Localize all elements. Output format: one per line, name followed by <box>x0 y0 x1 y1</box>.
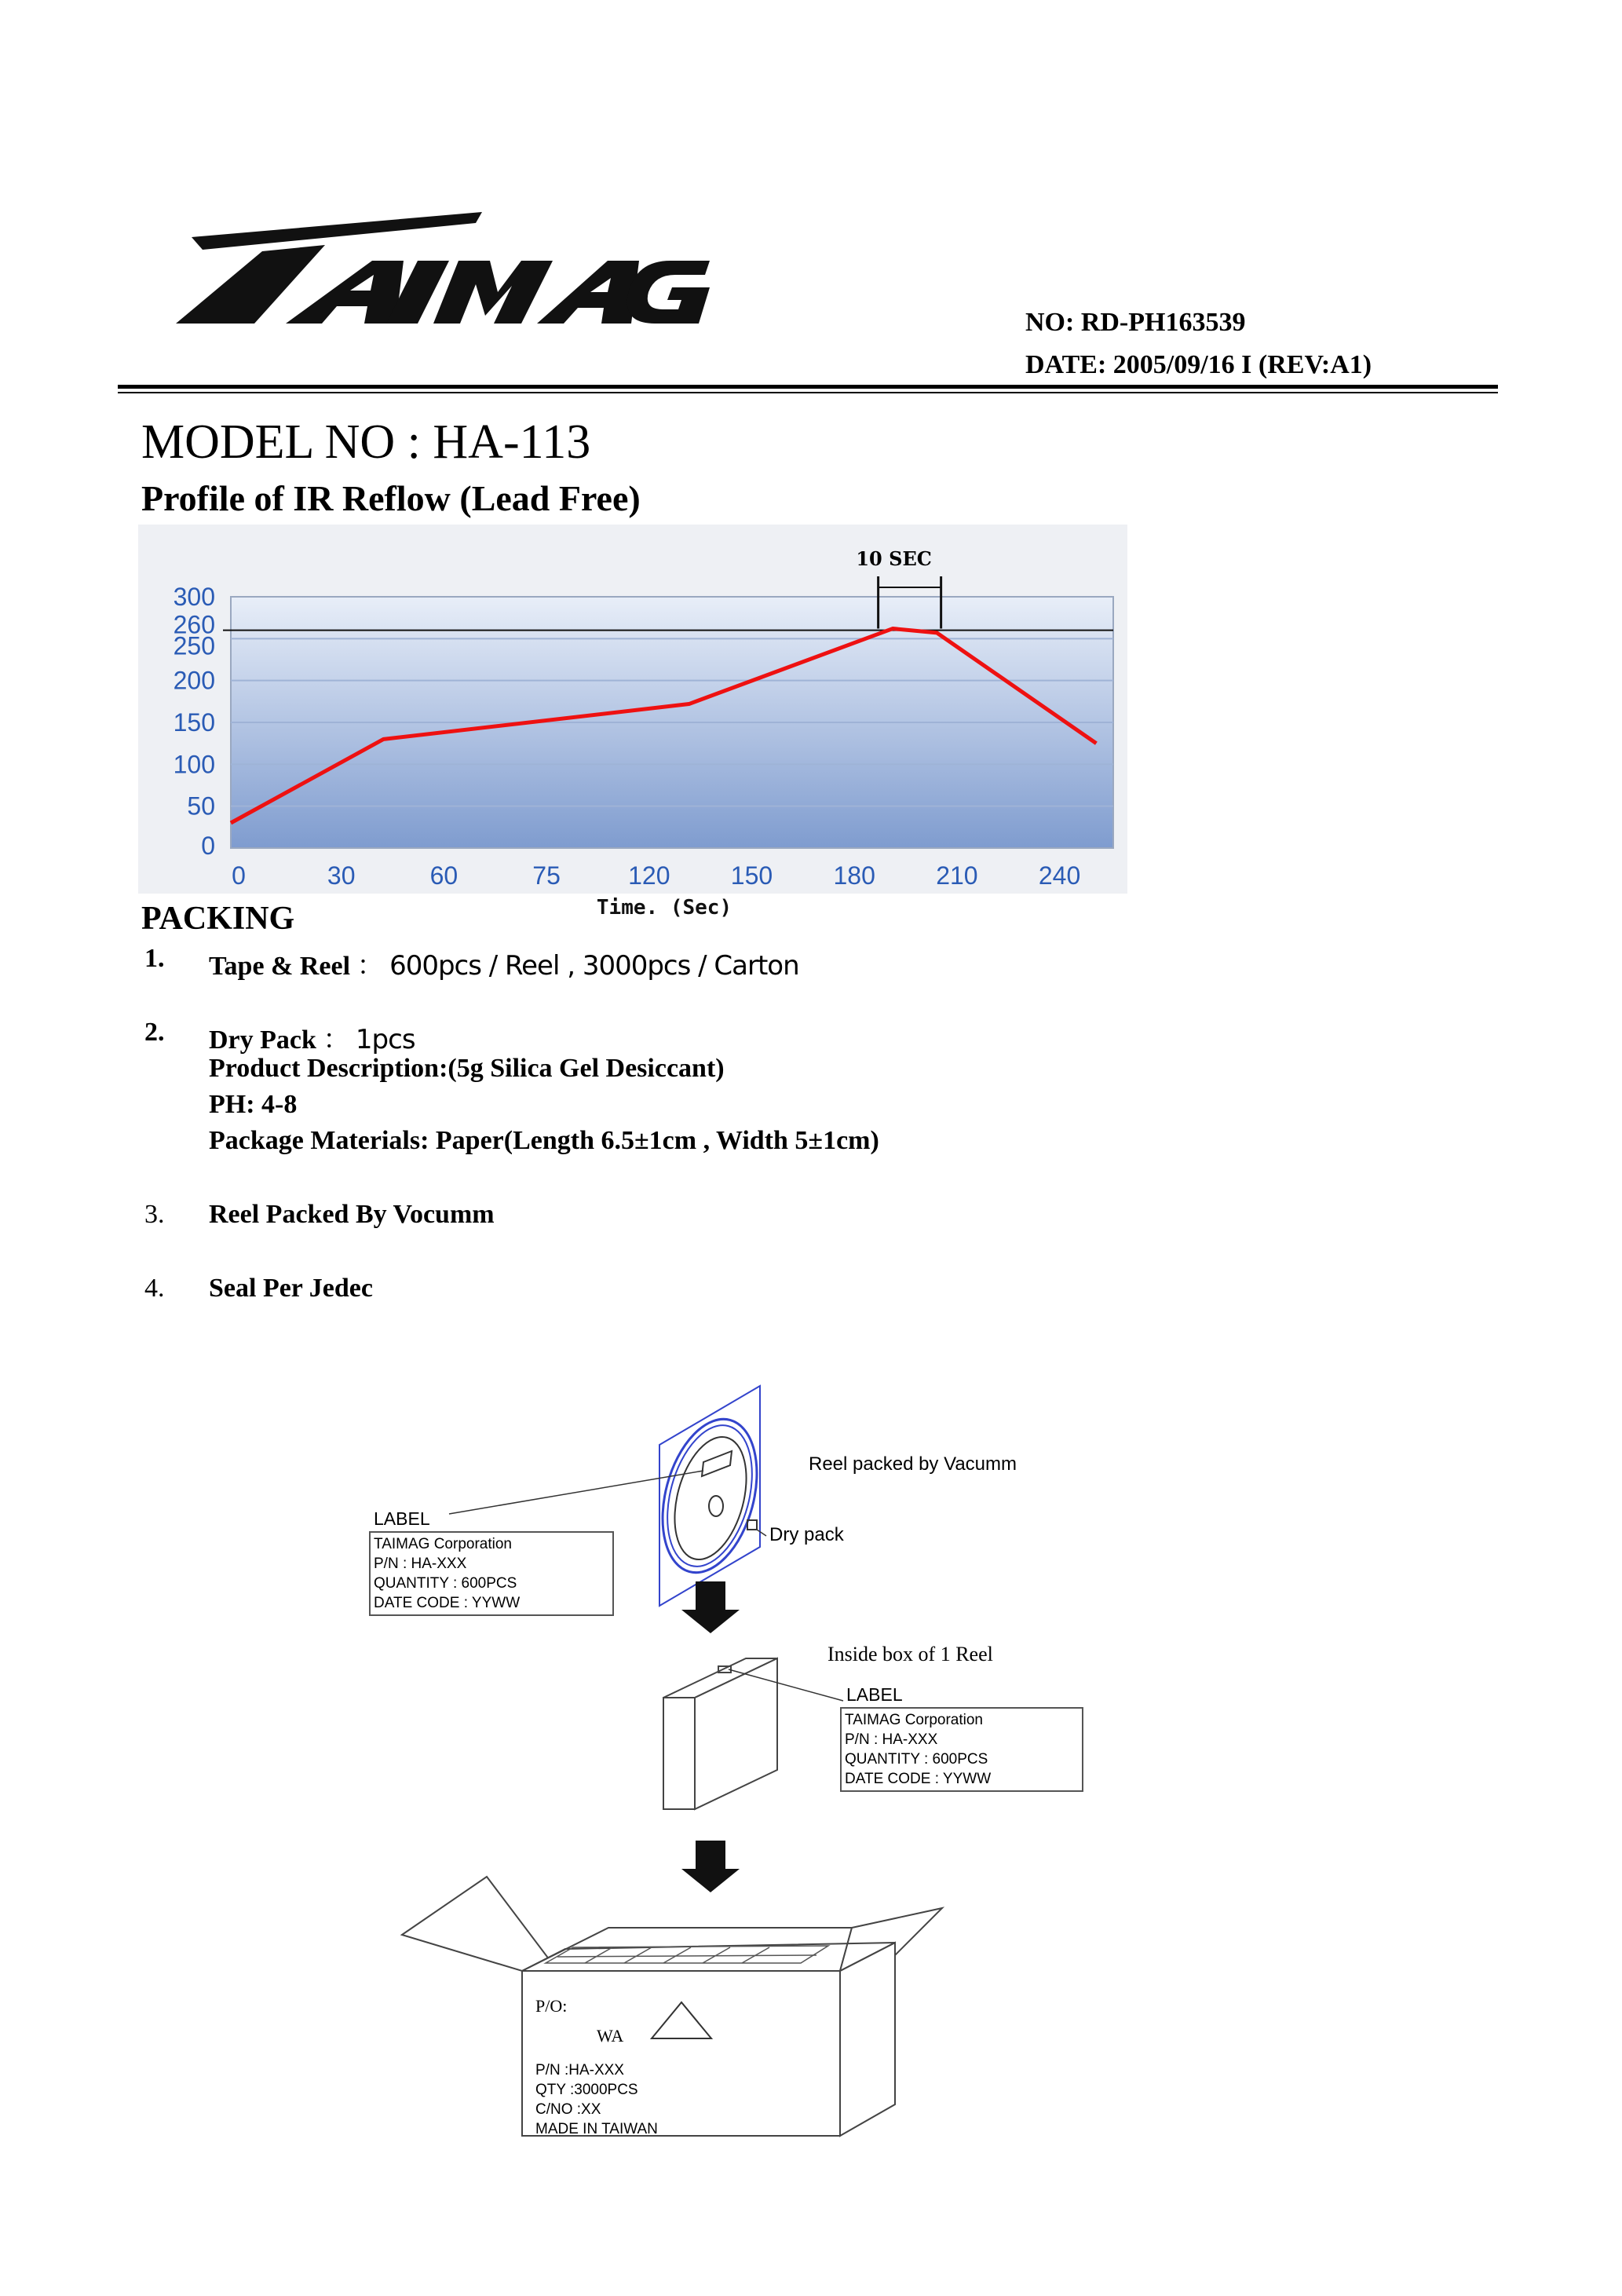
dry-pack-description: Product Description:(5g Silica Gel Desiccant) <box>209 1054 725 1083</box>
label-1-line: DATE CODE : YYWW <box>374 1595 521 1611</box>
document-number: NO: RD-PH163539 <box>1025 308 1246 337</box>
label-1-line: QUANTITY : 600PCS <box>374 1575 517 1592</box>
carton-line: MADE IN TAIWAN <box>535 2121 658 2137</box>
x-axis-title: Time. (Sec) <box>596 896 732 919</box>
inside-box-caption: Inside box of 1 Reel <box>827 1643 993 1665</box>
down-arrow-2 <box>681 1841 740 1892</box>
x-tick-label: 30 <box>327 861 356 890</box>
down-arrow-1 <box>681 1581 740 1633</box>
dry-pack-separator: ： <box>323 1024 349 1055</box>
dry-pack-materials: Package Materials: Paper(Length 6.5±1cm , Width 5±1cm) <box>209 1126 879 1155</box>
list-number-2: 2. <box>144 1018 165 1047</box>
header-rule <box>118 385 1498 389</box>
document-date: DATE: 2005/09/16 I (REV:A1) <box>1025 350 1372 379</box>
dry-pack-ph: PH: 4-8 <box>209 1090 298 1119</box>
list-number-4: 4. <box>144 1274 165 1303</box>
reel-icon <box>663 1429 759 1567</box>
label-2-line: TAIMAG Corporation <box>845 1712 983 1728</box>
carton-po: P/O: <box>535 1996 568 2016</box>
y-tick-label: 260 <box>173 610 215 639</box>
header-rule-thin <box>118 392 1498 393</box>
tape-reel-separator: ： <box>356 950 383 982</box>
reel-caption: Reel packed by Vacumm <box>809 1453 1017 1475</box>
label-2-box <box>840 1707 1083 1792</box>
carton-line: P/N :HA-XXX <box>535 2062 624 2078</box>
x-tick-label: 240 <box>1038 861 1081 890</box>
label-1-box <box>369 1531 614 1616</box>
y-tick-label: 150 <box>173 708 215 737</box>
label-1-line: P/N : HA-XXX <box>374 1556 467 1572</box>
tape-reel-label: Tape & Reel <box>209 952 351 981</box>
seal-item: Seal Per Jedec <box>209 1274 373 1303</box>
list-number-3: 3. <box>144 1200 165 1229</box>
y-tick-label: 200 <box>173 666 215 695</box>
dry-pack-caption: Dry pack <box>769 1524 844 1545</box>
carton-wa: WA <box>597 2026 624 2046</box>
y-tick-label: 300 <box>173 583 215 611</box>
profile-title: Profile of IR Reflow (Lead Free) <box>141 478 641 518</box>
x-tick-label: 150 <box>730 861 773 890</box>
x-tick-label: 210 <box>936 861 978 890</box>
y-tick-label: 250 <box>173 631 215 660</box>
vacuum-bag-reel <box>647 1386 773 1606</box>
x-tick-label: 60 <box>429 861 458 890</box>
packing-heading: PACKING <box>141 901 295 937</box>
label-2-line: DATE CODE : YYWW <box>845 1771 992 1787</box>
model-number: MODEL NO : HA-113 <box>141 415 591 469</box>
carton-line: QTY :3000PCS <box>535 2082 638 2098</box>
list-number-1: 1. <box>144 944 165 973</box>
label-1-title: LABEL <box>374 1508 430 1529</box>
tape-reel-item <box>209 944 799 982</box>
tape-reel-value: 600pcs / Reel , 3000pcs / Carton <box>389 950 799 982</box>
label-2-line: QUANTITY : 600PCS <box>845 1751 988 1768</box>
dry-pack-value: 1pcs <box>355 1024 415 1055</box>
carton-box <box>402 1877 942 2136</box>
y-tick-label: 50 <box>187 792 215 821</box>
x-tick-label: 120 <box>628 861 670 890</box>
taimag-logo <box>168 206 718 338</box>
y-tick-label: 0 <box>201 832 215 860</box>
carton-line: C/NO :XX <box>535 2101 601 2118</box>
label-2-title: LABEL <box>846 1684 903 1705</box>
label-1-line: TAIMAG Corporation <box>374 1536 512 1552</box>
carton-label <box>535 2060 658 2139</box>
reel-packed-item: Reel Packed By Vocumm <box>209 1200 495 1229</box>
x-tick-label: 0 <box>232 861 246 890</box>
y-tick-label: 100 <box>173 750 215 779</box>
annotation-10-sec: 10 SEC <box>856 547 932 570</box>
dry-pack-label: Dry Pack <box>209 1026 316 1055</box>
x-tick-label: 75 <box>532 861 561 890</box>
inside-box <box>663 1658 777 1809</box>
label-2-line: P/N : HA-XXX <box>845 1731 938 1748</box>
dry-pack-item <box>209 1018 415 1056</box>
x-tick-label: 180 <box>833 861 875 890</box>
